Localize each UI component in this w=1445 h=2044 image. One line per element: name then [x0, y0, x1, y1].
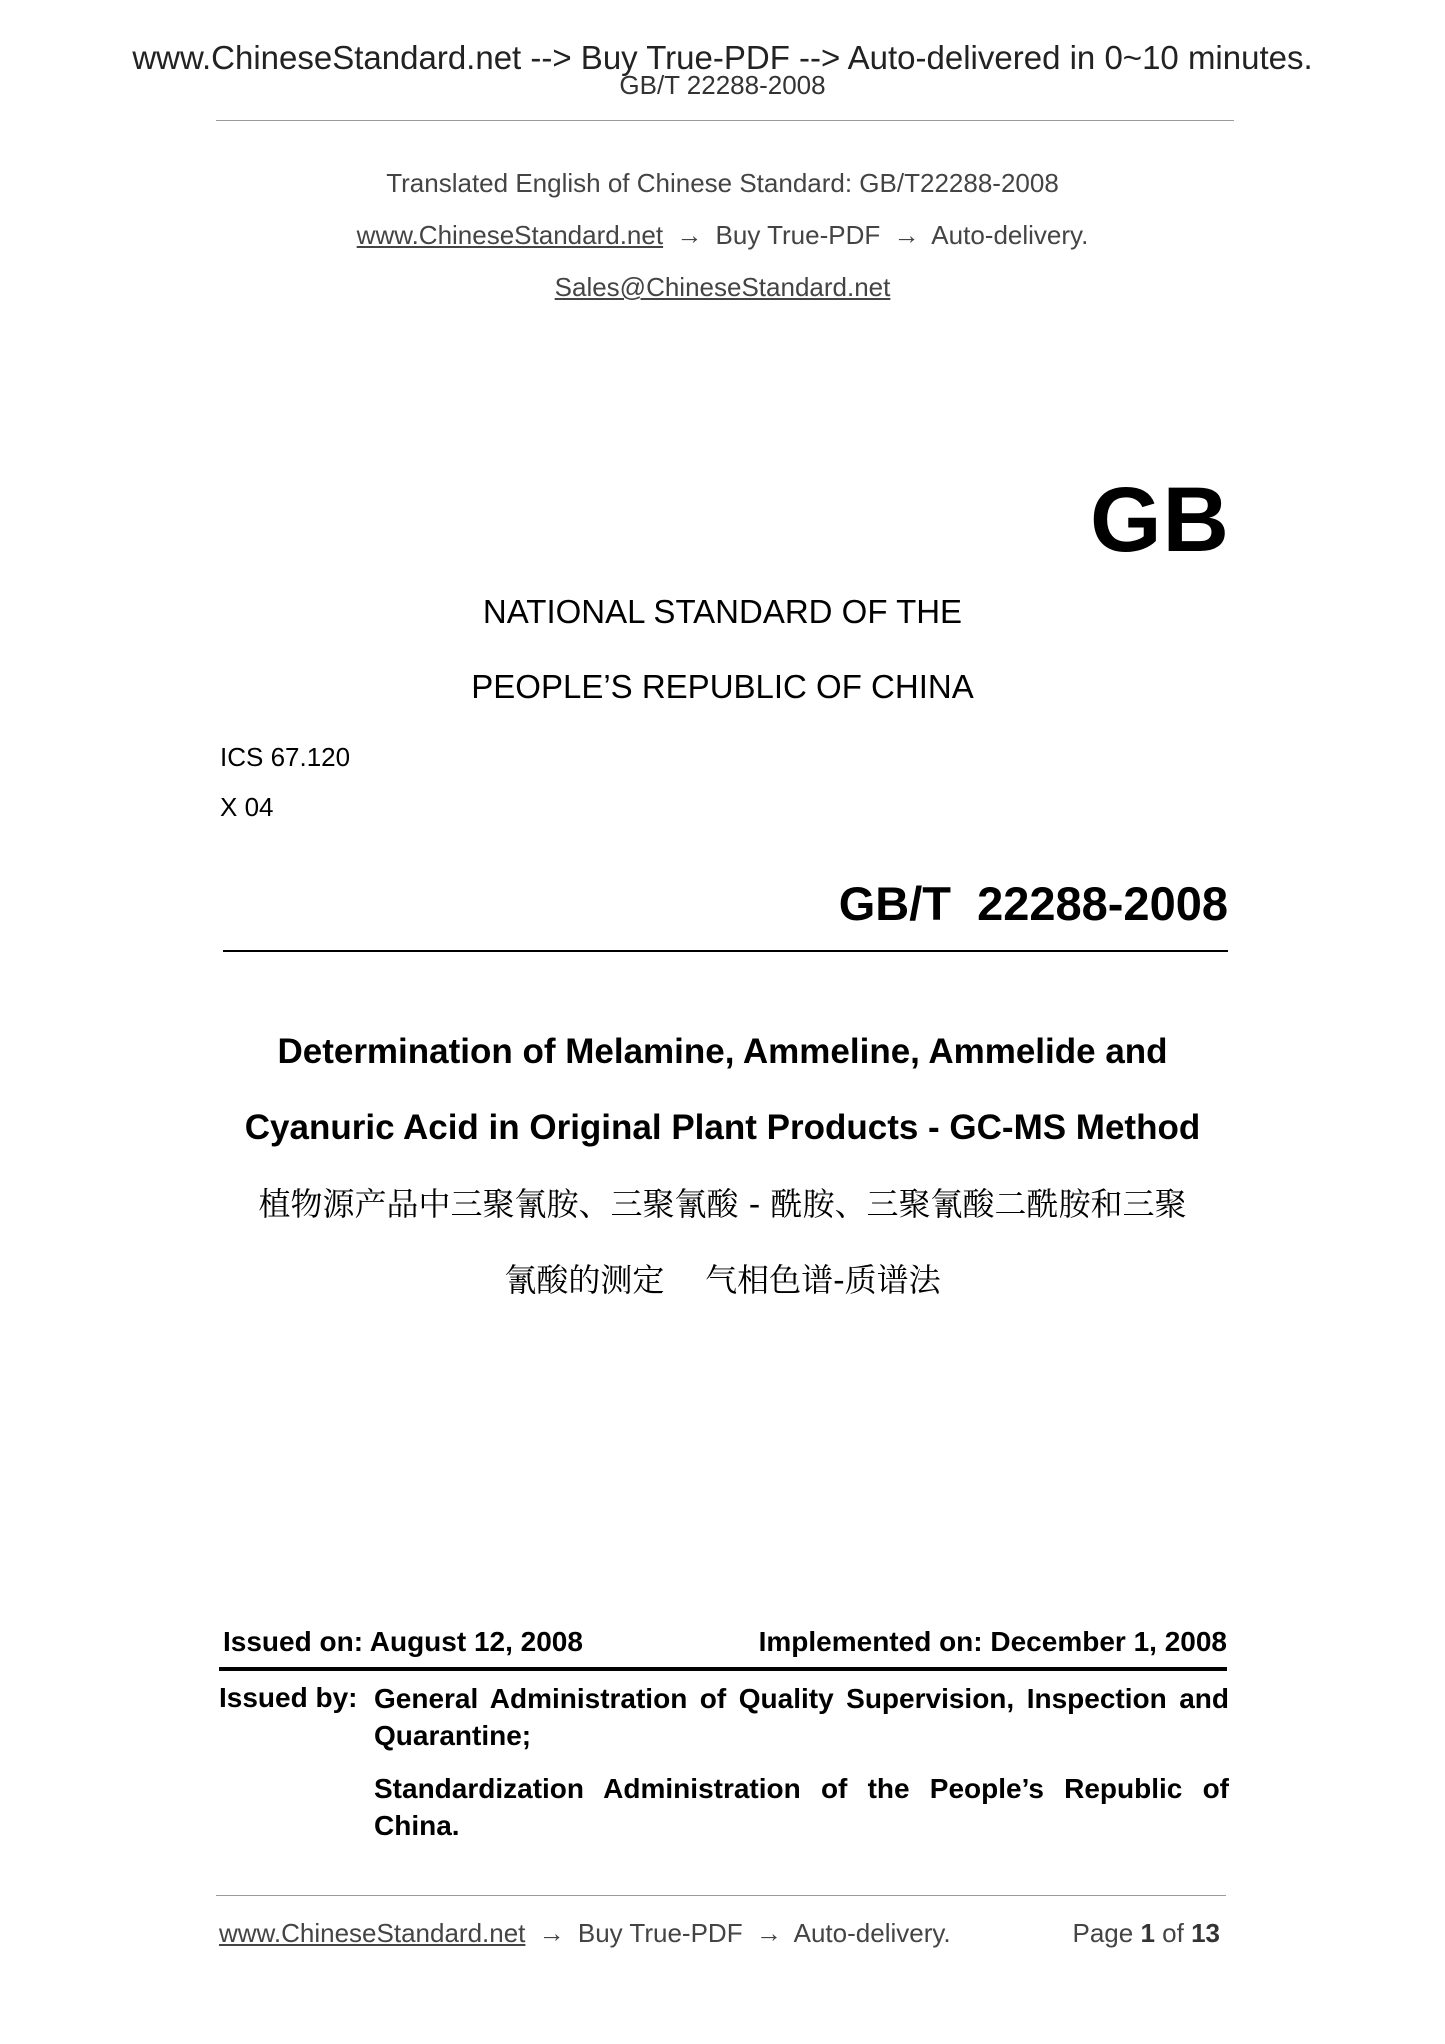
national-standard-line2: PEOPLE’S REPUBLIC OF CHINA: [471, 668, 974, 705]
page-number: [1072, 1918, 1220, 1948]
email-line: [0, 272, 1445, 302]
email-link[interactable]: Sales@ChineseStandard.net: [554, 272, 891, 302]
title-divider: [223, 950, 1228, 952]
arrow-right-icon: →: [755, 1918, 782, 1948]
dates-divider: [219, 1667, 1227, 1671]
purchase-line: [0, 220, 1445, 250]
title-zh-line2: 氰酸的测定 气相色谱-质谱法: [504, 1261, 941, 1299]
page-of: of: [1162, 1918, 1184, 1948]
running-header: GB/T 22288-2008: [619, 70, 826, 100]
page-current: 1: [1140, 1918, 1155, 1948]
ccs-code: X 04: [220, 792, 274, 822]
arrow-right-icon: →: [893, 220, 920, 250]
translated-note: Translated English of Chinese Standard: GB/T22288-2008: [386, 168, 1059, 198]
issuer-org-1: General Administration of Quality Supervision, Inspection and Quarantine;: [374, 1683, 1229, 1751]
gb-mark: GB: [1090, 469, 1230, 571]
standard-number: GB/T 22288-2008: [838, 877, 1228, 930]
footer-buy-text: Buy True-PDF: [577, 1918, 743, 1948]
delivery-text: Auto-delivery.: [931, 220, 1089, 250]
page-word: Page: [1072, 1918, 1134, 1948]
implemented-on-date: Implemented on: December 1, 2008: [758, 1626, 1227, 1657]
footer-delivery-text: Auto-delivery.: [793, 1918, 951, 1948]
arrow-right-icon: →: [676, 220, 703, 250]
header-divider: [216, 120, 1234, 121]
footer-site-link[interactable]: www.ChineseStandard.net: [219, 1918, 526, 1948]
title-en-line1: Determination of Melamine, Ammeline, Ammelide and: [277, 1032, 1168, 1071]
issuer-org-2: Standardization Administration of the People’s Republic of China.: [374, 1773, 1229, 1841]
footer-divider: [216, 1895, 1226, 1896]
arrow-right-icon: →: [538, 1918, 565, 1948]
title-zh-line1: 植物源产品中三聚氰胺、三聚氰酸 - 酰胺、三聚氰酸二酰胺和三聚: [258, 1185, 1187, 1223]
issued-by-label: Issued by:: [219, 1682, 358, 1713]
buy-text: Buy True-PDF: [715, 220, 881, 250]
page-total: 13: [1191, 1918, 1220, 1948]
ics-code: ICS 67.120: [220, 742, 351, 772]
footer-purchase-line: [219, 1918, 951, 1948]
site-link[interactable]: www.ChineseStandard.net: [356, 220, 664, 250]
issued-on-date: Issued on: August 12, 2008: [223, 1626, 583, 1657]
title-en-line2: Cyanuric Acid in Original Plant Products - GC-MS Method: [244, 1108, 1201, 1147]
national-standard-line1: NATIONAL STANDARD OF THE: [482, 593, 963, 630]
promo-banner: www.ChineseStandard.net --> Buy True-PDF --> Auto-delivered in 0~10 minutes.: [132, 39, 1313, 76]
